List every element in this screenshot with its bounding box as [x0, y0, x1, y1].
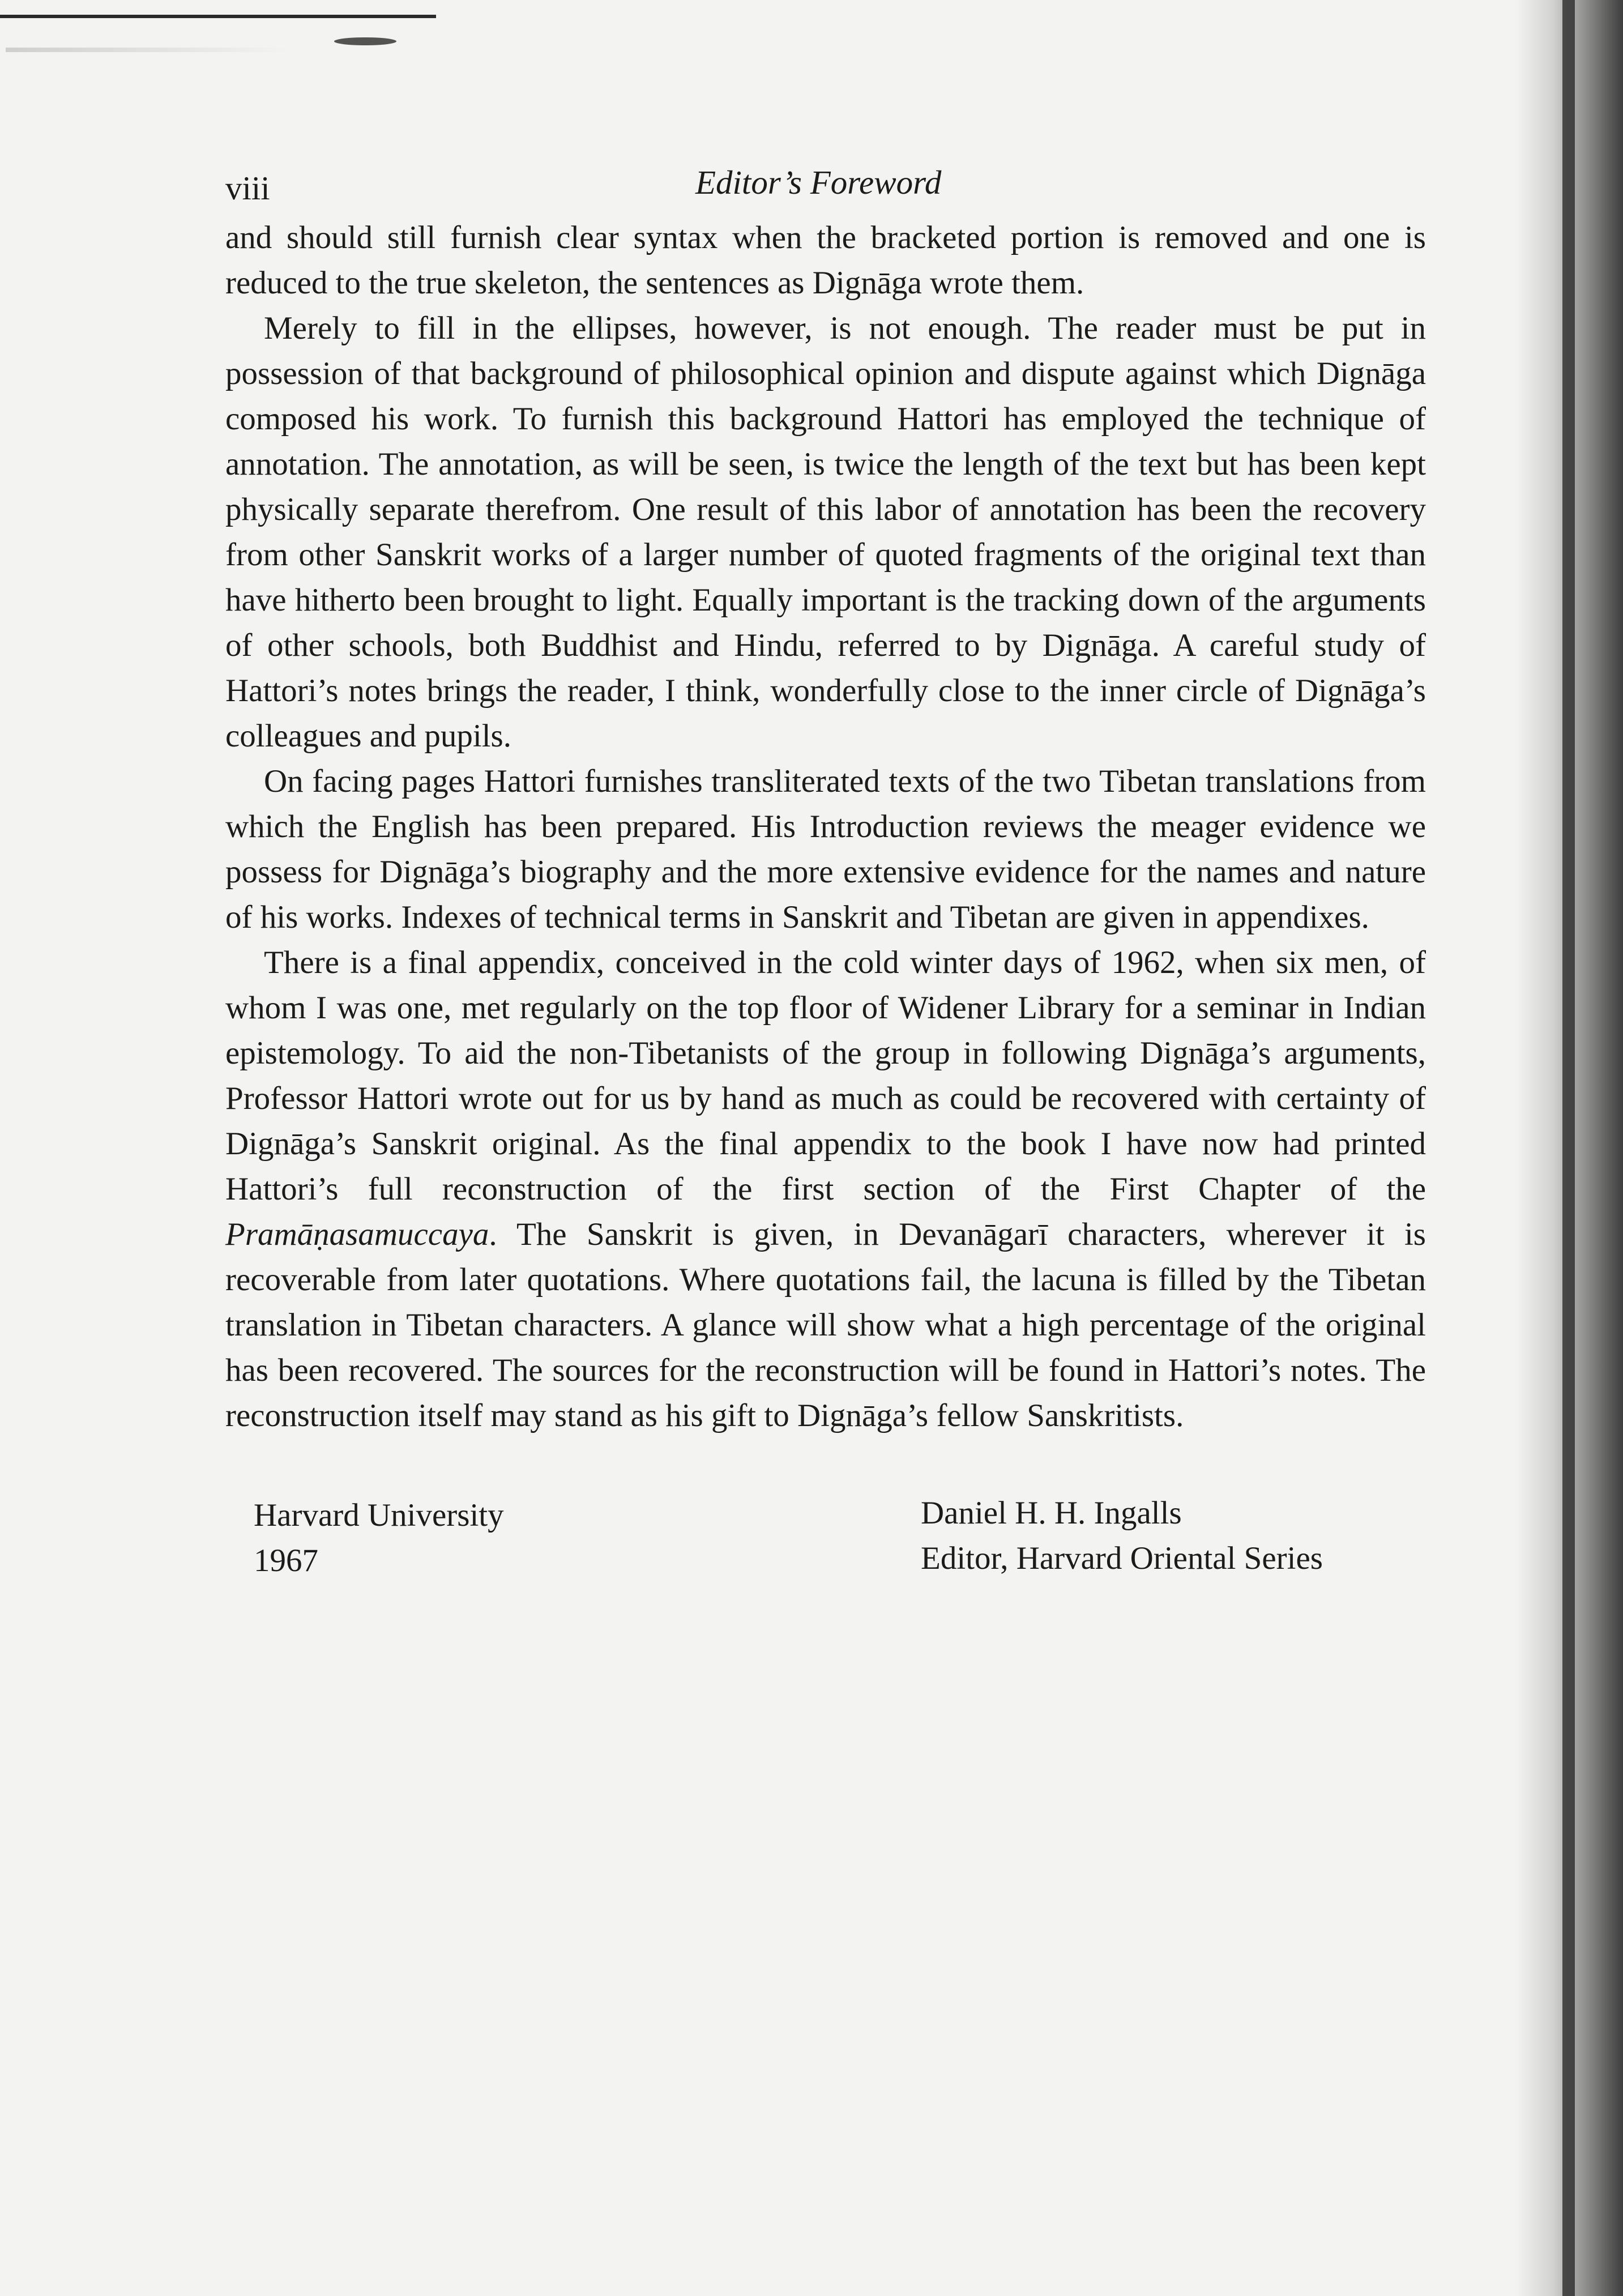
paragraph-final-appendix	[225, 940, 1426, 1439]
page-number: viii	[225, 169, 270, 207]
paragraph-continuation: and should still furnish clear syntax when the bracketed portion is removed and one is reduced to the true skeleton, the sentences as Dignāga wrote them.	[225, 220, 1426, 301]
signature-year: 1967	[254, 1543, 318, 1578]
signature-block	[225, 1493, 1426, 1589]
running-head	[225, 159, 1426, 215]
signature-author	[921, 1491, 1323, 1581]
paragraph-text-after-title: . The Sanskrit is given, in Devanāgarī characters, wherever it is recoverable from later quotations. Where quotations fail, the lacuna is filled by the Tibetan translation in Tibetan characters. A glance will show what a high percentage of the original has been recovered. The sources for the reconstruction will be found in Hattori’s notes. The reconstruction itself may stand as his gift to Dignāga’s fellow Sanskritists.	[225, 1217, 1426, 1433]
book-page	[225, 159, 1426, 1589]
signature-name: Daniel H. H. Ingalls	[921, 1495, 1182, 1531]
scan-artifact-top-line	[0, 15, 436, 18]
signature-place: Harvard University	[254, 1497, 504, 1533]
italic-work-title: Pramāṇasamuccaya	[225, 1217, 489, 1252]
scan-artifact-faint-streak	[6, 48, 289, 52]
paragraph-facing-pages: On facing pages Hattori furnishes transliterated texts of the two Tibetan translations from which the English has been prepared. His Introduction reviews the meager evidence we possess for Dignāga’s biography and the more extensive evidence for the names and nature of his works. Indexes of technical terms in Sanskrit and Tibetan are given in appendixes.	[225, 763, 1426, 935]
signature-role: Editor, Harvard Oriental Series	[921, 1540, 1323, 1576]
scan-artifact-binding-shadow	[1562, 0, 1575, 2296]
paragraph-annotation: Merely to fill in the ellipses, however, is not enough. The reader must be put in possession of that background of philosophical opinion and dispute against which Dignāga composed his work. To furnish this background Hattori has employed the technique of annotation. The annotation, as will be seen, is twice the length of the text but has been kept physically separate therefrom. One result of this labor of annotation has been the recovery from other Sanskrit works of a larger number of quoted fragments of the original text than have hitherto been brought to light. Equally important is the tracking down of the arguments of other schools, both Buddhist and Hindu, referred to by Dignāga. A careful study of Hattori’s notes brings the reader, I think, wonderfully close to the inner circle of Dignāga’s colleagues and pupils.	[225, 310, 1426, 754]
scan-artifact-smudge	[334, 37, 396, 45]
signature-place-date	[254, 1493, 504, 1584]
paragraph-text-before-title: There is a final appendix, conceived in the cold winter days of 1962, when six men, of whom I was one, met regularly on the top floor of Widener Library for a seminar in Indian epistemology. To aid the non-Tibetanists of the group in following Dignāga’s arguments, Professor Hattori wrote out for us by hand as much as could be recovered with certainty of Dignāga’s Sanskrit original. As the final appendix to the book I have now had printed Hattori’s full reconstruction of the first section of the First Chapter of the	[225, 945, 1426, 1207]
body-text	[225, 215, 1426, 1439]
running-head-title: Editor’s Foreword	[695, 164, 942, 201]
